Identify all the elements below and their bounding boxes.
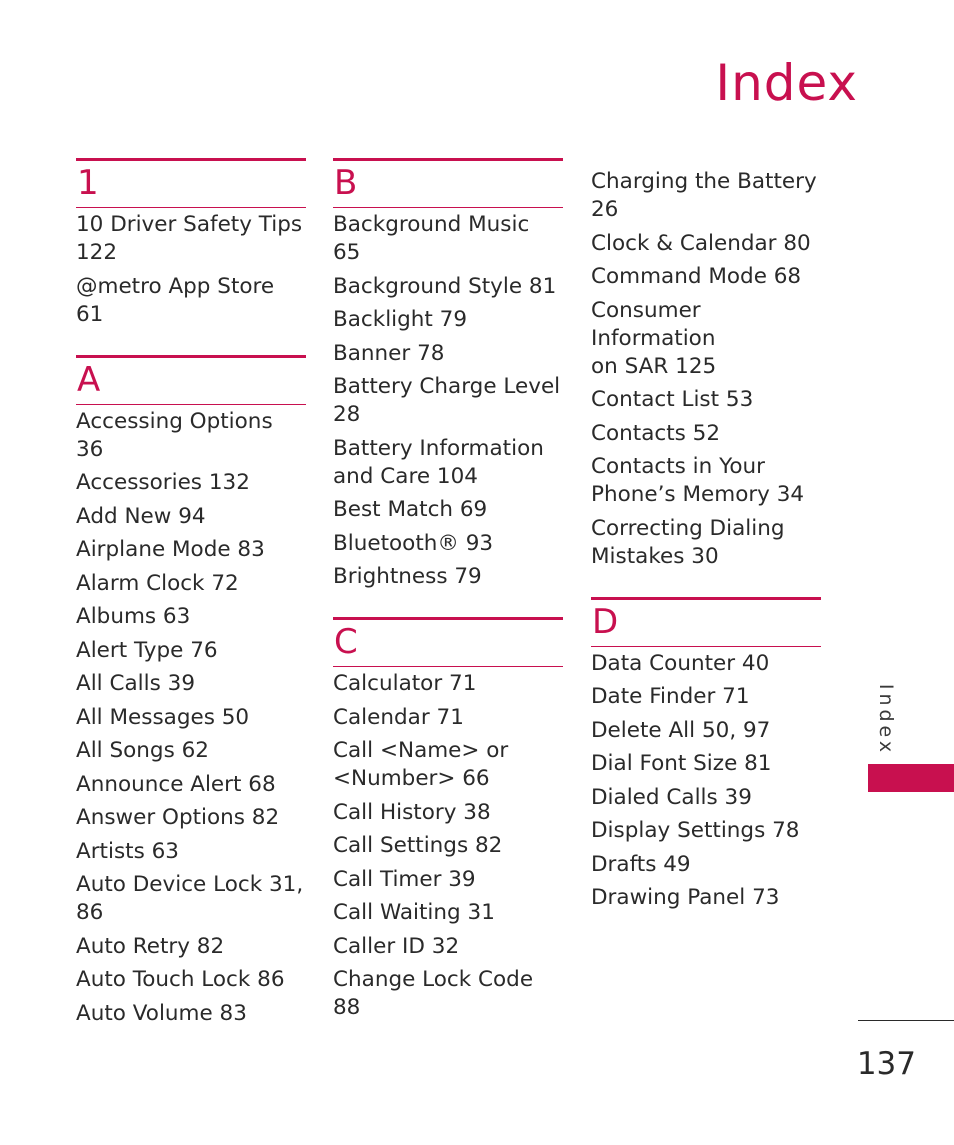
index-entry: Bluetooth® 93 (333, 530, 494, 556)
index-entry: Background Music 65 (333, 212, 530, 265)
index-entry: Banner 78 (333, 340, 445, 366)
index-entry: Calculator 71 (333, 671, 477, 696)
page-title: Index (715, 54, 858, 112)
index-entry: Drawing Panel 73 (591, 885, 780, 910)
index-section (76, 158, 306, 329)
index-entry: Artists 63 (76, 838, 179, 864)
index-entry: Call Timer 39 (333, 866, 476, 892)
index-entry: Best Match 69 (333, 497, 488, 522)
index-entry: Albums 63 (76, 604, 191, 629)
index-entry: Brightness 79 (333, 564, 482, 589)
index-entry: Charging the Battery 26 (591, 169, 817, 222)
index-entry: Contact List 53 (591, 387, 754, 412)
index-entry: 10 Driver Safety Tips 122 (76, 212, 303, 265)
index-section (591, 168, 821, 571)
index-section (591, 597, 821, 913)
index-entry: Data Counter 40 (591, 650, 770, 676)
index-entry: Dial Font Size 81 (591, 751, 772, 776)
index-entry: Drafts 49 (591, 851, 691, 877)
section-heading: A (76, 355, 306, 405)
index-entry: Auto Device Lock 31, 86 (76, 872, 304, 925)
index-entry: Delete All 50, 97 (591, 717, 771, 743)
index-column-3 (591, 168, 821, 938)
index-entry: All Calls 39 (76, 671, 196, 696)
index-entry: Change Lock Code 88 (333, 967, 534, 1020)
side-tab-marker (868, 764, 954, 792)
index-entry: Answer Options 82 (76, 805, 280, 830)
index-entry: Correcting Dialing Mistakes 30 (591, 515, 785, 569)
index-entry: Airplane Mode 83 (76, 537, 265, 562)
index-entry: Contacts in Your Phone’s Memory 34 (591, 454, 805, 507)
index-section (76, 355, 306, 1028)
index-entry: Call Settings 82 (333, 833, 503, 858)
index-entry: Auto Touch Lock 86 (76, 967, 285, 992)
index-entry: Battery Charge Level 28 (333, 374, 561, 427)
index-column-1 (76, 158, 306, 1054)
index-entry: Clock & Calendar 80 (591, 230, 811, 256)
section-heading: C (333, 617, 563, 667)
index-entry: Display Settings 78 (591, 818, 800, 843)
index-entry: Dialed Calls 39 (591, 784, 752, 810)
index-entry: Auto Volume 83 (76, 1000, 247, 1026)
section-heading: D (591, 597, 821, 647)
index-entry: Alarm Clock 72 (76, 570, 239, 596)
index-entry: Auto Retry 82 (76, 933, 225, 959)
index-entry: Call Waiting 31 (333, 900, 495, 925)
index-entry: Background Style 81 (333, 273, 557, 299)
index-section (333, 158, 563, 591)
index-entry: Backlight 79 (333, 307, 468, 332)
index-entry: Consumer Information on SAR 125 (591, 297, 717, 379)
index-entry: @metro App Store 61 (76, 273, 275, 327)
index-entry: All Messages 50 (76, 704, 250, 730)
section-heading: B (333, 158, 563, 208)
index-entry: Add New 94 (76, 503, 206, 529)
index-entry: Caller ID 32 (333, 933, 460, 959)
side-tab-label: Index (875, 683, 897, 757)
index-entry: Accessing Options 36 (76, 408, 273, 462)
section-heading: 1 (76, 158, 306, 208)
index-entry: Date Finder 71 (591, 684, 750, 709)
index-entry: All Songs 62 (76, 738, 209, 763)
index-entry: Call <Name> or <Number> 66 (333, 738, 509, 791)
index-column-2 (333, 158, 563, 1048)
index-entry: Command Mode 68 (591, 264, 802, 289)
index-entry: Battery Information and Care 104 (333, 435, 544, 489)
index-entry: Accessories 132 (76, 470, 250, 495)
index-entry: Calendar 71 (333, 704, 464, 730)
page-number: 137 (856, 1046, 916, 1082)
index-entry: Announce Alert 68 (76, 771, 276, 797)
footer-rule (858, 1020, 954, 1021)
index-section (333, 617, 563, 1022)
index-entry: Call History 38 (333, 799, 491, 825)
index-entry: Alert Type 76 (76, 637, 218, 663)
index-entry: Contacts 52 (591, 420, 721, 446)
